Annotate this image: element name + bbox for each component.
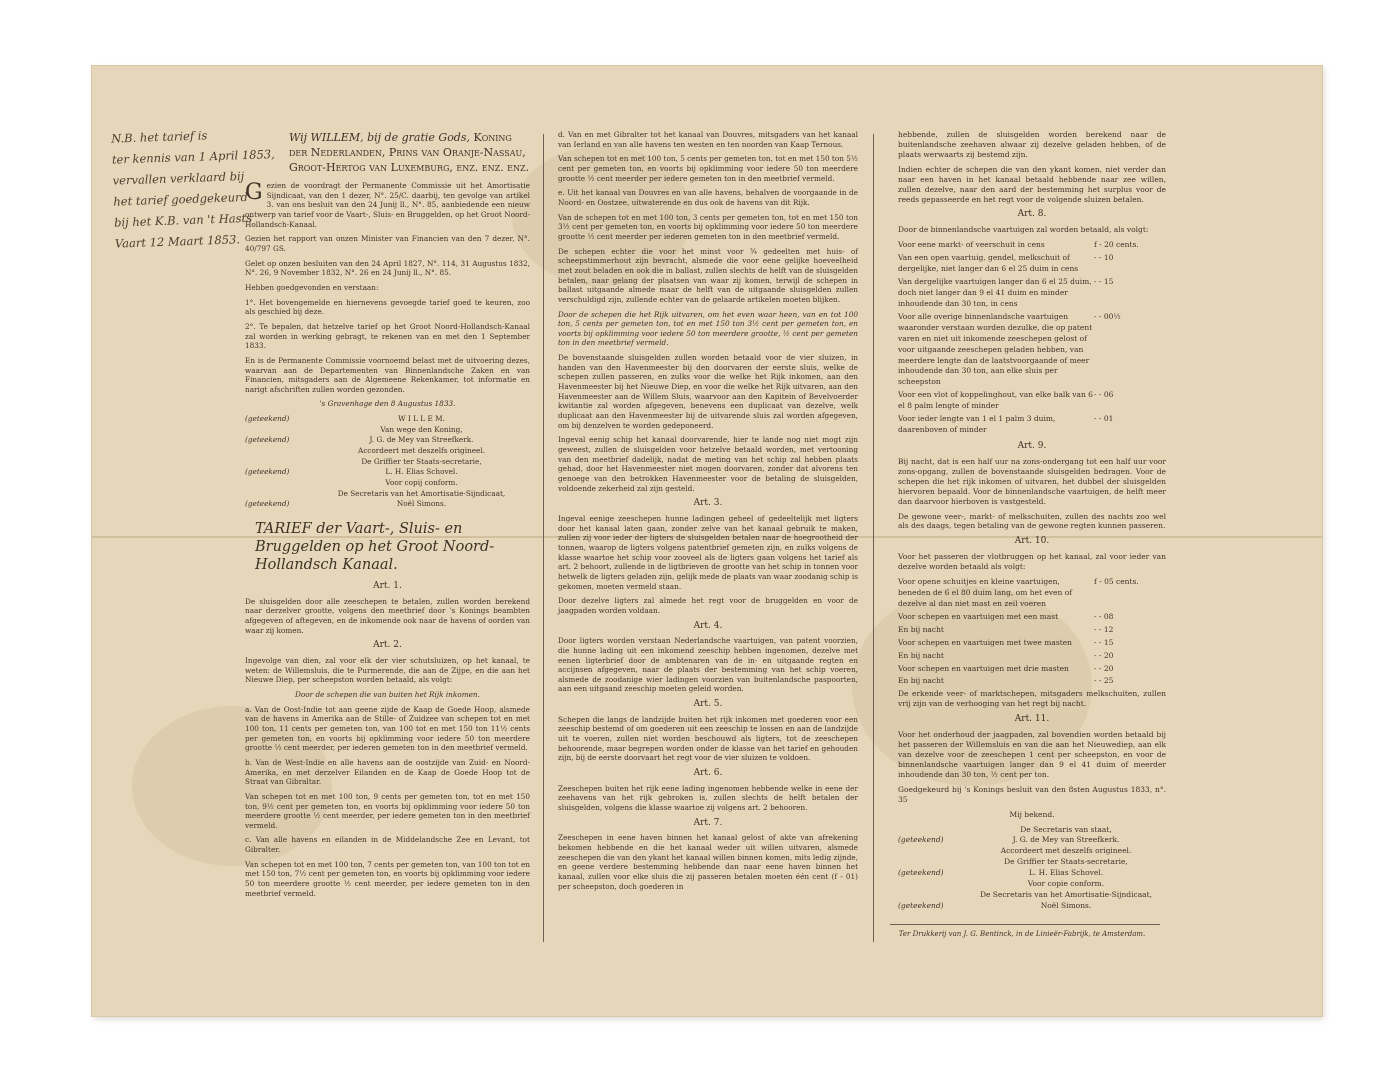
tariff-row: Van een open vaartuig, gendel, melkschuit of dergelijke, niet langer dan 6 el 25 duim in cens - - 10 bbox=[898, 253, 1114, 274]
signature-line: (geteekend) J. G. de Mey van Streefkerk. bbox=[898, 835, 1120, 845]
known-line: Mij bekend. bbox=[1009, 809, 1055, 819]
paragraph: De sluisgelden door alle zeeschepen te betalen, zullen worden berekend naar derzelver grootte, volgens den meetbrief door 's Konings beambten afgegeven of aftegeven, en de inkomende ook naar de havens of oorden van waar zij komen. bbox=[245, 596, 530, 635]
paragraph: Door ligters worden verstaan Nederlandsche vaartuigen, van patent voorzien, die hunne lading uit een inkomend zeeschip hebben ingenomen, dezelve met eenen ligterbrief door de ambtenaren van de in- en uitgaande regten en accijnsen afgegeven, naar de plaats der bestemming van het schip voeren, alsmede de zoodanige wier ladingen voorzien van buitenlandsche paspoorten, aan een uitgaand zeeschip moeten geleid worden. bbox=[558, 636, 858, 694]
signature-block bbox=[898, 825, 1166, 912]
paragraph: Ingeval eenig schip het kanaal doorvarende, hier te lande nog niet mogt zijn geweest, zullen de sluisgelden voor hetzelve betaald worden, met vertooning van den meetbrief dadelijk, nadat de meting van het schip zal hebben plaats gehad, door het Havenmeester niet mogen doorvaren, zonder dat alvorens ten genoege van den betrokken Havenmeester voor de betaling de sluisgelden, voldoende zekerheid zal zijn gesteld. bbox=[558, 435, 858, 493]
tariff-table-art8 bbox=[898, 240, 1166, 436]
article-heading: Art. 7. bbox=[693, 817, 723, 828]
handwritten-line: Vaart 12 Maart 1853. bbox=[114, 232, 241, 251]
paragraph: Indien echter de schepen die van den ykant komen, niet verder dan naar een haven in het kanaal betaald hebbende naar zee willen, zullen dezelve, naar den aard der bestemming het surplus voor de reeds gepasseerde en het regt voor de volgende sluizen betalen. bbox=[898, 164, 1166, 204]
handwritten-line: het tarief goedgekeurd bbox=[113, 189, 249, 209]
signature-line: Voor copij conform. bbox=[385, 478, 458, 488]
handwritten-line: ter kennis van 1 April 1853, bbox=[111, 146, 275, 167]
article-heading: Art. 1. bbox=[373, 581, 402, 592]
signature-line: (geteekend) Noël Simons. bbox=[898, 901, 1092, 910]
article-heading: Art. 6. bbox=[693, 768, 723, 779]
signature-line: Accordeert met deszelfs origineel. bbox=[357, 446, 486, 456]
paragraph: Hebben goedgevonden en verstaan: bbox=[245, 282, 379, 292]
decree-date: 's Gravenhage den 8 Augustus 1833. bbox=[319, 399, 456, 409]
tariff-title: TARIEF der Vaart-, Sluis- en Bruggelden op het Groot Noord-Hollandsch Kanaal. bbox=[255, 521, 495, 574]
article-heading: Art. 4. bbox=[693, 620, 723, 631]
paragraph: Door dezelve ligters zal almede het regt voor de bruggelden en voor de jaagpaden worden voldaan. bbox=[558, 596, 858, 615]
article-heading: Art. 9. bbox=[1017, 440, 1047, 451]
paragraph: c. Van alle havens en eilanden in de Middelandsche Zee en Levant, tot Gibralter. bbox=[245, 835, 530, 855]
tariff-row: En bij nacht - - 25 bbox=[898, 676, 1114, 686]
paragraph: Door de binnenlandsche vaartuigen zal worden betaald, als volgt: bbox=[898, 225, 1149, 235]
tariff-row: Voor eene markt- of veerschuit in cens f - 20 cents. bbox=[898, 240, 1139, 250]
signature-block bbox=[245, 414, 530, 510]
paragraph: De bovenstaande sluisgelden zullen worden betaald voor de vier sluizen, in handen van den Havenmeester bij den doorvaren der eerste sluis, welke de schepen zullen passeren, en zulks voor die welke het Rijk inkomen, aan den Havenmeester bij het Nieuwe Diep, en voor die welke het Rijk uitvaren, aan den Havenmeester aan de Willem Sluis, waarvoor aan den Kapitein of Bevelvoerder kwitantie zal worden afgegeven, benevens een duplicaat van dezelve, welk duplicaat aan den Havenmeester bij de uitvarende sluis zal worden afgegeven, om bij denzelven te worden gedeponeerd. bbox=[558, 353, 858, 430]
tariff-row: Voor opene schuitjes en kleine vaartuigen, beneden de 6 el 80 duim lang, om het even of dezelve al dan niet mast en zeil voeren f - 05 cents. bbox=[898, 577, 1139, 608]
paragraph: Gelet op onzen besluiten van den 24 April 1827, N°. 114, 31 Augustus 1832, N°. 26, 9 November 1832, N°. 26 en 24 Junij ll., N°. 85. bbox=[245, 258, 530, 278]
article-heading: Art. 3. bbox=[693, 498, 723, 509]
paragraph: Van schepen tot en met 100 ton, 9 cents per gemeten ton, tot en met 150 ton, 9½ cent per gemeten ton, en voorts bij opklimming voor iedere 50 ton meerdere grootte ½ cent meerder, per iedere gemeten ton in den meetbrief vermeld. bbox=[245, 791, 530, 830]
column-divider bbox=[873, 134, 874, 942]
printer-imprint: Ter Drukkerij van J. G. Bentinck, in de Linieër-Fabrijk, te Amsterdam. bbox=[898, 930, 1146, 938]
signature-line: De Secretaris van het Amortisatie-Sijndicaat, bbox=[979, 890, 1153, 900]
article-heading: Art. 11. bbox=[1014, 714, 1050, 725]
tariff-row: Voor alle overige binnenlandsche vaartuigen waaronder verstaan worden dezulke, die op patent varen en niet uit inkomende zeeschepen gelost of voor uitgaande zeeschepen geladen hebben, van meerdere lengte dan de laatstvoorgaande of meer inhoudende dan 30 ton, aan elke sluis per scheepston - - 00½ bbox=[898, 311, 1121, 387]
paragraph: De schepen echter die voor het minst voor ¾ gedeelten met huis- of scheepstimmerhout zijn bevracht, alsmede die voor eene gelijke hoeveelheid met zout beladen en ook die in ballast, zullen slechts de helft van de sluisgelden betalen, naar gelang der plaatsen van waar zij komen, terwijl de schepen in ballast uitgaande almede maar de helft van de uitgaande sluisgelden zullen verschuldigd zijn, zullende echter van de gelaarde artikelen moeten blijken. bbox=[558, 246, 858, 304]
signature-line: (geteekend) L. H. Elias Schovel. bbox=[245, 467, 458, 477]
tariff-row: Voor schepen en vaartuigen met drie masten - - 20 bbox=[898, 663, 1114, 673]
paragraph: Door de schepen die het Rijk uitvaren, om het even waar heen, van en tot 100 ton, 5 cents per gemeten ton, tot en met 150 ton 3½ cent per gemeten ton, en voorts bij opklimming voor iedere 50 ton meerdere grootte, ½ cent per gemeten ton in den meetbrief vermeld. bbox=[558, 309, 858, 348]
paragraph: 1°. Het bovengemelde en hiernevens gevoegde tarief goed te keuren, zoo als geschied bij deze. bbox=[245, 297, 530, 317]
handwritten-line: N.B. het tarief is bbox=[110, 128, 208, 146]
paragraph: Voor het onderhoud der jaagpaden, zal bovendien worden betaald bij het passeren der Willemsluis en van die aan het Nieuwediep, aan elk van dezelve voor de zeeschepen 1 cent per scheepston, en voor de binnenlandsche vaartuigen langer dan 9 el 41 duim of meerder inhoudende dan 30 ton, ½ cent per ton. bbox=[898, 730, 1166, 779]
tariff-row: En bij nacht - - 20 bbox=[898, 650, 1114, 660]
paragraph: 2°. Te bepalen, dat hetzelve tarief op het Groot Noord-Hollandsch-Kanaal zal worden in werking gebragt, te rekenen van en met den 1 September 1833. bbox=[245, 321, 530, 351]
column-2 bbox=[558, 130, 858, 896]
paragraph: hebbende, zullen de sluisgelden worden berekend naar de buitenlandsche zeehaven alwaar zij dezelve geladen hebben, of de plaats werwaarts zij bestemd zijn. bbox=[898, 130, 1166, 159]
tariff-row: Voor ieder lengte van 1 el 1 palm 3 duim, daarenboven of minder - - 01 bbox=[898, 414, 1114, 435]
signature-line: De Griffier ter Staats-secretarie, bbox=[361, 456, 482, 466]
paragraph: b. Van de West-Indie en alle havens aan de oostzijde van Zuid- en Noord-Amerika, en met derzelver Eilanden en de Kaap de Goede Hoop tot de Straat van Gibraltar. bbox=[245, 757, 530, 787]
paragraph: De gewone veer-, markt- of melkschuiten, zullen des nachts zoo wel als des daags, tegen betaling van de gewone regten kunnen passeren. bbox=[898, 511, 1166, 531]
signature-line: De Secretaris van staat, bbox=[1020, 824, 1112, 834]
decree-heading-intro: Wij WILLEM, bij de gratie Gods, bbox=[289, 131, 470, 144]
tariff-row: En bij nacht - - 12 bbox=[898, 624, 1114, 634]
article-heading: Art. 10. bbox=[1014, 536, 1050, 547]
approval-line: Goedgekeurd bij 's Konings besluit van den 8sten Augustus 1833, n°. 35 bbox=[898, 784, 1166, 804]
paragraph: Ingevolge van dien, zal voor elk der vier schutsluizen, op het kanaal, te weten: de Willemsluis, die te Purmerende, die aan de Zijpe, en die aan het Nieuwe Diep, per scheepston worden betaald, als volgt: bbox=[245, 655, 530, 685]
paragraph: Van de schepen tot en met 100 ton, 3 cents per gemeten ton, tot en met 150 ton 3½ cent per gemeten ton, en voorts bij opklimming voor iedere 50 ton meerdere grootte ½ cent meerder per iederen gemeten ton in den meetbrief vermeld. bbox=[558, 212, 858, 241]
paragraph: d. Van en met Gibralter tot het kanaal van Douvres, mitsgaders van het kanaal van Ierland en van alle havens ten westen en ten noorden van Kaap Ternous. bbox=[558, 130, 858, 149]
tariff-row: Voor schepen en vaartuigen met twee masten - - 15 bbox=[898, 637, 1114, 647]
article-heading: Art. 8. bbox=[1017, 209, 1047, 220]
paragraph: a. Van de Oost-Indie tot aan geene zijde de Kaap de Goede Hoop, alsmede van de havens in Amerika aan de Stille- of Zuidzee van schepen tot en met 100 ton, 11 cents per gemeten ton, van 100 tot en met 150 ton 11½ cents per gemeten ton, en voorts bij opklimming voor iedere 50 ton meerdere grootte ½ cent meerder, per iederen gemeten ton in den meetbrief vermeld. bbox=[245, 704, 530, 753]
paragraph: Zeeschepen buiten het rijk eene lading ingenomen hebbende welke in eene der zeehavens van het rijk gebroken is, zullen slechts de helft betalen der sluisgelden, volgens die klasse waartoe zij volgens art. 2 behooren. bbox=[558, 783, 858, 813]
signature-line: Accordeert met deszelfs origineel. bbox=[1000, 846, 1132, 856]
paragraph: Voor het passeren der vlotbruggen op het kanaal, zal voor ieder van dezelve worden betaald als volgt: bbox=[898, 552, 1166, 572]
handwritten-line: bij het K.B. van 't Hasts bbox=[113, 210, 253, 230]
paragraph: e. Uit het kanaal van Douvres en van alle havens, behalven de voorgaande in de Noord- en Oostzee, uitwaterende en dus ook de havens van dit Rijk. bbox=[558, 188, 858, 207]
column-1 bbox=[245, 130, 530, 903]
paragraph: De erkende veer- of marktschepen, mitsgaders melkschuiten, zullen vrij zijn van de verhooging van het regt bij nacht. bbox=[898, 689, 1166, 709]
signature-line: Voor copie conform. bbox=[1027, 879, 1105, 889]
signature-line: (geteekend) L. H. Elias Schovel. bbox=[898, 868, 1104, 878]
column-divider bbox=[543, 134, 544, 942]
tariff-row: Voor schepen en vaartuigen met een mast - - 08 bbox=[898, 611, 1114, 621]
paragraph: Schepen die langs de landzijde buiten het rijk inkomen met goederen voor een zeeschip bestemd of om goederen uit een zeeschip te lossen en aan de landzijde uit te voeren, zullen niet worden beschouwd als ligters, tot de zeeschepen behoorende, maar begrepen worden onder de klasse van het tarief en gehouden zijn, bij de eerste doorvaart het regt voor de vier sluizen te voldoen. bbox=[558, 714, 858, 763]
paragraph: Bij nacht, dat is een half uur na zons-ondergang tot een half uur voor zons-opgang, zullen de bovenstaande sluisgelden bedragen. Voor de schepen die het rijk inkomen of uitvaren, het dubbel der sluisgelden hiervoren bepaald. Voor de binnenlandsche vaartuigen, de helft meer dan daarvoor hierboven is vastgesteld. bbox=[898, 456, 1166, 506]
signature-line: (geteekend) Noël Simons. bbox=[245, 499, 447, 509]
article-heading: Art. 2. bbox=[373, 640, 402, 651]
paragraph: Van schepen tot en met 100 ton, 5 cents per gemeten ton, tot en met 150 ton 5½ cent per gemeten ton, en voorts bij opklimming voor iedere 50 ton meerdere grootte ½ cent meerder per iedere gemeten ton in den meetbrief vermeld. bbox=[558, 154, 858, 183]
signature-line: Van wege den Koning, bbox=[380, 424, 463, 434]
signature-line: De Secretaris van het Amortisatie-Sijndicaat, bbox=[337, 488, 506, 498]
signature-line: (geteekend) J. G. de Mey van Streefkerk. bbox=[245, 435, 474, 445]
column-3 bbox=[898, 130, 1166, 912]
paragraph: En is de Permanente Commissie voornoemd belast met de uitvoering dezes, waarvan aan de Departementen van Binnenlandsche Zaken en van Financien, mitsgaders aan de Algemeene Rekenkamer, tot informatie en narigt afschriften zullen worden gezonden. bbox=[245, 355, 530, 394]
decree-heading-titles: Koning der Nederlanden, Prins van Oranje-Nassau, Groot-Hertog van Luxemburg, enz. enz. enz. bbox=[289, 131, 530, 174]
subheading: Door de schepen die van buiten het Rijk inkomen. bbox=[295, 689, 480, 699]
tariff-row: Van dergelijke vaartuigen langer dan 6 el 25 duim, doch niet langer dan 9 el 41 duim en minder inhoudende dan 30 ton, in cens - - 15 bbox=[898, 277, 1114, 308]
tariff-row: Voor een vlot of koppelinghout, van elke balk van 6 el 8 palm lengte of minder - - 06 bbox=[898, 390, 1114, 411]
signature-line: (geteekend) W I L L E M. bbox=[245, 414, 445, 424]
paragraph: Ingeval eenige zeeschepen hunne ladingen geheel of gedeeltelijk met ligters door het kanaal laten gaan, zonder zelve van het kanaal gebruik te maken, zullen zij voor ieder der ligters de sluisgelden betalen naar de hoegrootheid der tonnen, waarop de ligters volgens patentbrief gemeten zijn, en zulks volgens de klasse waartoe het schip voor zooveel als de ligters gaan volgens het tarief als art. 2 behoort, zullende in de ligtbrieven de grootte van het schip in tonnen voor hetwelk de ligters geladen zijn, gelijk mede de plaats van waar zoodanig schip is gekomen, moeten vermeld staan. bbox=[558, 513, 858, 591]
paragraph: ezien de voordragt der Permanente Commissie uit het Amortisatie Sijndicaat, van den 1 dezer, N°. 25/C. daarbij, ten gevolge van artikel 3. van ons besluit van den 24 Junij ll., N°. 85, aanbiedende een nieuw ontwerp van tarief voor de Vaart-, Sluis- en Bruggelden, op het Groot Noord-Hollandsch-Kanaal. bbox=[245, 181, 530, 229]
signature-line: De Griffier ter Staats-secretarie, bbox=[1004, 857, 1128, 867]
paragraph: Gezien het rapport van onzen Minister van Financien van den 7 dezer, N°. 40/797 GS. bbox=[245, 234, 530, 253]
paragraph: Zeeschepen in eene haven binnen het kanaal gelost of akte van afrekening bekomen hebbende en die het kanaal weder uit willen uitvaren, alsmede zeeschepen die van den ykant het kanaal willen binnen komen, mits ledig zijnde, en geene verdere bestemming hebbende dan naar eene haven binnen het kanaal, zullen voor elke sluis die zij passeren betalen moeten één cent (f - 01) per scheepston, doch goederen in bbox=[558, 833, 858, 891]
article-heading: Art. 5. bbox=[693, 699, 723, 710]
drop-capital: G bbox=[245, 180, 263, 205]
tariff-table-art10 bbox=[898, 577, 1166, 687]
handwritten-line: vervallen verklaard bij bbox=[112, 169, 245, 188]
printer-rule bbox=[890, 924, 1160, 925]
handwritten-note bbox=[110, 123, 275, 254]
decree-heading bbox=[289, 130, 530, 175]
paragraph: Van schepen tot en met 100 ton, 7 cents per gemeten ton, van 100 ton tot en met 150 ton, 7½ cent per gemeten ton, en voorts bij opklimming voor iedere 50 ton meerdere grootte ½ cent meerder, per iedere gemeten ton in den meetbrief vermeld. bbox=[245, 859, 530, 898]
